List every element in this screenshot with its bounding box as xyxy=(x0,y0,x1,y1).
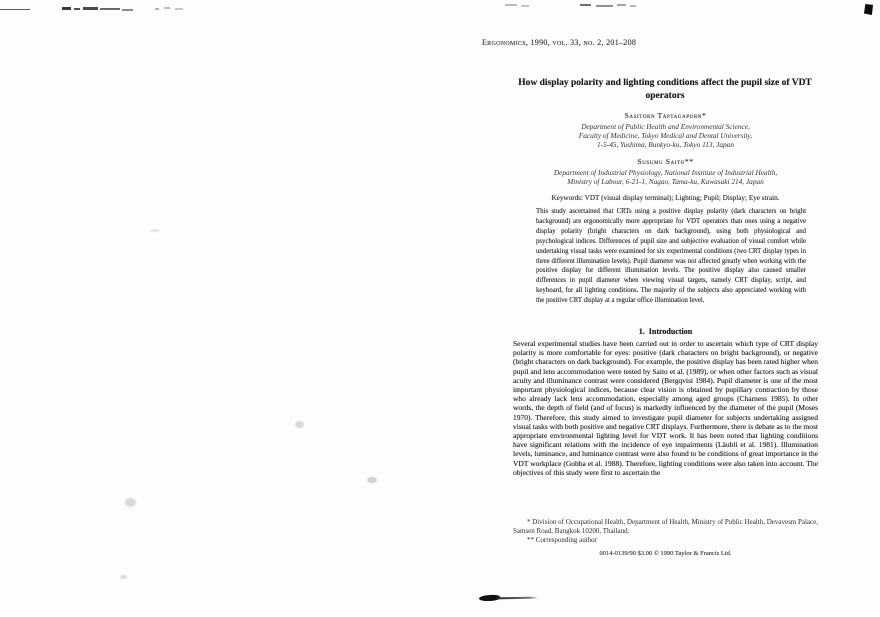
scan-mark xyxy=(155,8,159,10)
scan-mark xyxy=(164,7,170,9)
scan-speck xyxy=(125,498,136,507)
author-name-2: Susumu Saito** xyxy=(637,157,694,166)
author-name-1: Sasitorn Taptagaporn* xyxy=(624,111,707,120)
copyright-line: 0014-0139/90 $3.00 © 1990 Taylor & Francis Ltd. xyxy=(599,550,732,557)
scan-mark xyxy=(580,4,591,6)
affiliation-2 xyxy=(513,169,818,187)
affiliation-line: Department of Public Health and Environmental Science, xyxy=(581,122,750,131)
scan-mark xyxy=(596,5,613,7)
scan-mark xyxy=(0,9,30,10)
affiliation-line: 1-5-45, Yushima, Bunkyo-ku, Tokyo 113, Japan xyxy=(597,139,734,149)
scan-mark xyxy=(630,5,636,7)
scan-speck xyxy=(367,477,377,483)
footnotes xyxy=(513,518,818,544)
scan-mark xyxy=(100,8,120,10)
scan-speck xyxy=(120,575,127,579)
footnote-corresponding-author: ** Corresponding author xyxy=(527,535,597,544)
scan-mark xyxy=(617,4,626,6)
scan-ink-streak xyxy=(496,597,538,600)
scan-speck xyxy=(150,229,160,232)
affiliation-1 xyxy=(513,123,818,149)
scan-mark xyxy=(122,9,133,11)
section-heading-introduction: 1. Introduction xyxy=(638,327,693,336)
scan-mark xyxy=(521,5,529,7)
abstract-text: This study ascertained that CRTs using a positive display polarity (dark characters on bright background) are ergonomically more appropriate for VDT operators than ones using a negative display polarity (bright characters on dark background), using both physiological and psychological indices. Differences of pupil size and subjective evaluation of visual comfort while undertaking visual tasks were examined for six experimental conditions (two CRT display types in three different illumination levels). Pupil diameter was not affected greatly when working with the positive display for different illumination levels. The positive display also caused smaller differences in pupil diameter when viewing visual targets, namely CRT display, script, and keyboard, for all lighting conditions. The majority of the subjects also appreciated working with the positive CRT display at a regular office illumination level. xyxy=(536,208,806,305)
scan-mark xyxy=(175,8,183,10)
scan-mark xyxy=(505,4,517,6)
introduction-paragraph: Several experimental studies have been carried out in order to ascertain which type of CRT display polarity is more comfortable for eyes: positive (dark characters on bright background), or negative (bright characters on dark background). For example, the positive display has been rated higher when pupil and lens accommodation were tested by Saito et al. (1989), or when other factors such as visual acuity and illuminance contrast were considered (Bergqvist 1984). Pupil diameter is one of the most important physiological indices, because clear vision is obtained by pupillary contraction by those who already lack lens accommodation, especially among aged groups (Charness 1985). In other words, the depth of field (and of focus) is markedly influenced by the diameter of the pupil (Moses 1970). Therefore, this study aimed to investigate pupil diameter for subjects undertaking assigned visual tasks with both positive and negative CRT displays. Furthermore, there is debate as to the most appropriate environmental lighting level for VDT work. It has been noted that lighting conditions have significant relations with the incidence of eye impairments (Läubli et al. 1981). Illumination levels, luminance, and luminance contrast were also found to be conditions of great importance in the VDT workplace (Gobba et al. 1988). Therefore, lighting conditions were also taken into account. The objectives of this study were first to ascertain the xyxy=(513,339,818,477)
scan-mark xyxy=(62,7,71,10)
affiliation-line: Faculty of Medicine, Tokyo Medical and Dental University, xyxy=(578,130,753,140)
keywords-line: Keywords: VDT (visual display terminal); Lighting; Pupil; Display; Eye strain. xyxy=(551,194,780,202)
affiliation-line: Department of Industrial Physiology, National Institute of Industrial Health, xyxy=(553,168,778,177)
scan-mark xyxy=(74,8,80,10)
scan-speck xyxy=(295,421,304,428)
footnote-affiliation: * Division of Occupational Health, Department of Health, Ministry of Public Health, Devavesm Palace, Samsen Road, Bangkok 10200, Thailand. xyxy=(513,518,819,535)
journal-header: Ergonomics, 1990, vol. 33, no. 2, 201–208 xyxy=(482,38,637,47)
article-title: How display polarity and lighting conditions affect the pupil size of VDT operators xyxy=(518,78,812,101)
affiliation-line: Ministry of Labour, 6-21-1, Nagao, Tama-ku, Kawasaki 214, Japan xyxy=(567,176,764,186)
scan-corner-mark xyxy=(864,4,873,15)
scan-mark xyxy=(83,7,98,10)
